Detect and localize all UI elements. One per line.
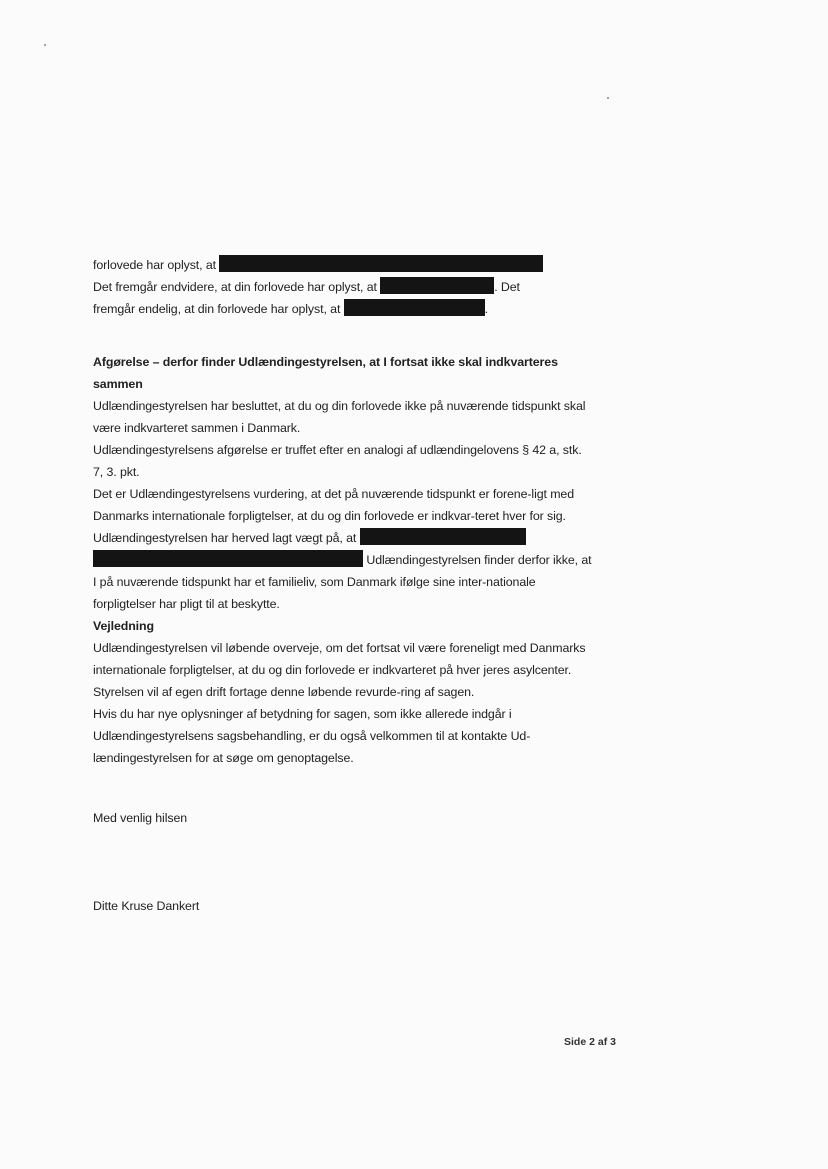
- decision-paragraph-1: Udlændingestyrelsen har besluttet, at du og din forlovede ikke på nuværende tidspunkt skal være indkvarteret sammen i Danmark.: [93, 399, 586, 435]
- scan-speck: [44, 44, 46, 46]
- guidance-heading: Vejledning: [93, 619, 154, 633]
- scan-speck: [607, 97, 609, 99]
- decision-paragraph-3: Det er Udlændingestyrelsens vurdering, at det på nuværende tidspunkt er forene-ligt med Danmarks internationale forpligtelser, at du og din forlovede er indkvar-teret hver for sig.: [93, 487, 574, 523]
- intro-line-2: Det fremgår endvidere, at din forlovede har oplyst, at . Det: [93, 276, 593, 298]
- redaction-block: [380, 277, 494, 294]
- decision-paragraph-4: Udlændingestyrelsen har herved lagt vægt på, at Udlændingestyrelsen finder derfor ikke, at I på nuværende tidspunkt har et familieliv, som Danmark ifølge sine inter-nationale forpligtelser har pligt til at beskytte.: [93, 527, 593, 615]
- guidance-paragraph-2: Hvis du har nye oplysninger af betydning for sagen, som ikke allerede indgår i Udlændingestyrelsens sagsbehandling, er du også velkommen til at kontakte Ud-lændingestyrelsen for at søge om genoptagelse.: [93, 707, 531, 765]
- page-number: Side 2 af 3: [564, 1036, 616, 1048]
- letter-body: [93, 254, 593, 917]
- redaction-block: [93, 550, 363, 567]
- redaction-block: [344, 299, 485, 316]
- decision-heading: Afgørelse – derfor finder Udlændingestyrelsen, at I fortsat ikke skal indkvarteres sammen: [93, 355, 558, 391]
- signature-name: Ditte Kruse Dankert: [93, 899, 200, 913]
- redaction-block: [360, 528, 526, 545]
- decision-paragraph-2: Udlændingestyrelsens afgørelse er truffet efter en analogi af udlændingelovens § 42 a, stk. 7, 3. pkt.: [93, 443, 582, 479]
- intro-line-1: forlovede har oplyst, at: [93, 254, 593, 276]
- intro-line-3: fremgår endelig, at din forlovede har oplyst, at .: [93, 298, 593, 320]
- closing-greeting: Med venlig hilsen: [93, 811, 188, 825]
- redaction-block: [219, 255, 543, 272]
- guidance-paragraph-1: Udlændingestyrelsen vil løbende overveje, om det fortsat vil være foreneligt med Danmarks internationale forpligtelser, at du og din forlovede er indkvarteret på hver jeres asylcenter. Styrelsen vil af egen drift fortage denne løbende revurde-ring af sagen.: [93, 641, 586, 699]
